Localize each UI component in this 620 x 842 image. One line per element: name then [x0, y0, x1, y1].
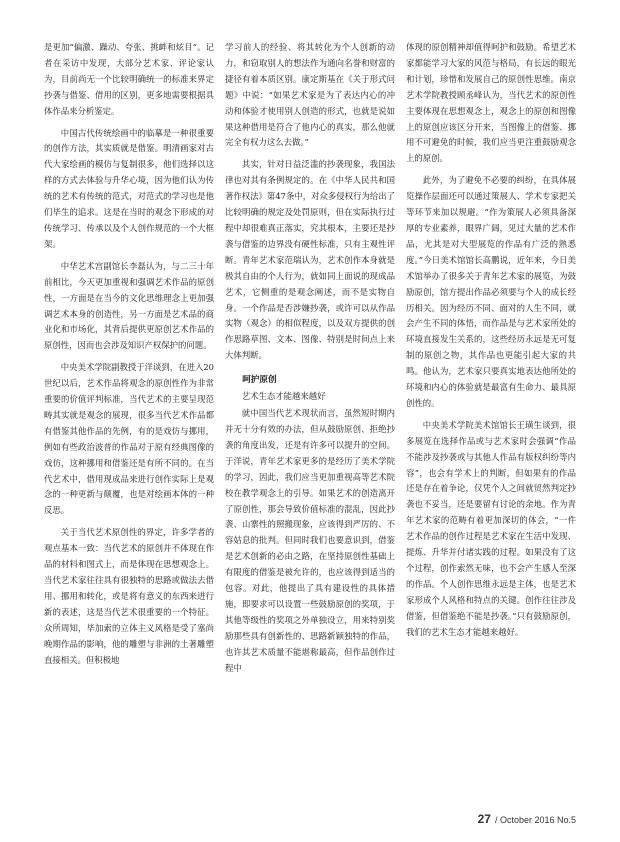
section-subheading: 艺术生态才能越来越好 [241, 391, 326, 402]
paragraph: 就中国当代艺术现状而言，虽然短时期内并无十分有效的办法，但从鼓励原创、拒绝抄袭的角度出发，还是有许多可以提升的空间。于洋说，青年艺术家更多的是经历了美术学院的学习，因此，我们应当更加重视高等艺术院校在教学观念上的引导。如果艺术的创造离开了原创性，那会导致价值标准的混乱，因此抄袭、山寨性的照搬现象，应该得到严厉的、不容姑息的批判。但同时我们也要意识到，借鉴是艺术创新的必由之路，在坚持原创性基础上有限度的借鉴是被允许的，也应该得到适当的包容。对此，他提出了具有建设性的具体措施，即要求可以设置一些鼓励原创的奖项，于其他等级性的奖项之外单独设立，用来特别奖励那些具有创新性的、思路新颖独特的作品，也许其艺术质量不能堪称最高，但作品创作过程中 [225, 408, 395, 673]
issue-label: / October 2016 No.5 [494, 815, 576, 825]
text-column-right [406, 40, 576, 641]
paragraph: 中华艺术宫副馆长李磊认为，与二三十年前相比，今天更加重视和强调艺术作品的原创性，一方面是在当今的文化思维理念上更加强调艺术本身的创造性，另一方面是艺术品的商业化和市场化，其背后提供更原创艺术作品的原创性，因而也会涉及知识产权保护的问题。 [44, 260, 214, 351]
paragraph: 关于当代艺术原创性的界定，许多学者的观点基本一致：当代艺术的原创并不体现在作品的材料和图式上，而是体现在思想观念上。当代艺术家往往具有很独特的思路或做法去借用、挪用和转化，或是将有意义的东西来进行新的表述，这是当代艺术很重要的一个特征。众所周知，毕加索的立体主义风格是受了塞尚晚期作品的影响，他的雕塑与非洲的土著雕塑直接相关。但积极地 [44, 527, 214, 665]
paragraph: 其实，针对日益泛滥的抄袭现象，我国法律也对其有条例规定的。在《中华人民共和国著作权法》第47条中，对众多侵权行为给出了比较明确的规定及处罚原则，但在实际执行过程中却很难真正落实，究其根本，主要还是抄袭与借鉴的边界没有硬性标准，只有主观性评断。青年艺术家范瑞认为，艺术创作本身就是极其自由的个人行为，就如同上面说的现成品艺术，它侧重的是观念阐述，而不是实物自身。一个作品是否涉嫌抄袭，或许可以从作品实物（观念）的相似程度，以及双方提供的创作思路草图、文本、图像、特别是时间点上来大体判断。 [225, 159, 395, 361]
paragraph: 体现的原创精神却值得呵护和鼓励。希望艺术家都能学习大家的风范与格局，有长远的眼光和计划，珍惜和发展自己的原创性思维。南京艺术学院教授顾丞峰认为，当代艺术的原创性主要体现在思想观念上，观念上的原创和图像上的原创应该区分开来，当图像上的借鉴、挪用不可避免的时候，我们应当更注重鼓励观念上的原创。 [406, 42, 576, 164]
paragraph: 学习前人的经验、将其转化为个人创新的动力，和窃取别人的想法作为通向名誉和财富的捷径有着本质区别。康定斯基在《关于形式问题》中说：“如果艺术家是为了表达内心的冲动和体验才使用别人创造的形式，也就是说如果这种借用是符合了他内心的真实，那么他就完全有权力这么去做。” [225, 42, 395, 148]
page-footer [478, 812, 576, 826]
paragraph: 中央美术学院美术馆馆长王璜生谈到，很多展览在选择作品或与艺术家时会强调“作品不能涉及抄袭或与其他人作品有版权纠纷等内容”，也会有学术上的判断，但如果有的作品还是存在着争论，仅凭个人之间就贸然判定抄袭也不妥当，还是要留有讨论的余地。作为青年艺术家的范畴有着更加深切的体会，“一件艺术作品的创作过程是艺术家在生活中发现、提炼、升华并付诸实践的过程。如果没有了这个过程，创作索然无味，也不会产生感人至深的作品。个人创作思维永远是主体，也是艺术家形成个人风格和特点的关键。创作往往涉及借鉴，但借鉴绝不能是抄袭。”只有鼓励原创，我们的艺术生态才能越来越好。 [406, 419, 576, 637]
section-heading: 呵护原创 [242, 375, 277, 386]
text-column-middle [225, 40, 395, 677]
paragraph: 此外，为了避免不必要的纠纷，在具体展览操作层面还可以通过策展人、学术专家把关等环节来加以规避。“作为策展人必须具备深厚的专业素养，眼界广阔，见过大量的艺术作品，尤其是对大型展览的作品有广泛的熟悉度。”今日美术馆馆长高鹏说，近年来，今日美术馆举办了很多关于青年艺术家的展览，为鼓励原创，馆方提出作品必须要与个人的成长经历相关。因为经历不同、面对的人生不同，就会产生不同的体悟，而作品是与艺术家所处的环境直接发生关系的，这些经历永远是无可复制的原创之物，其作品也更能引起大家的共鸣。他认为，艺术家只要真实地表达他所处的环境和内心的体验就是最富有生命力、最具原创性的。 [406, 175, 576, 408]
text-column-left [44, 40, 214, 668]
page-number: 27 [477, 812, 491, 826]
paragraph: 中国古代传统绘画中的临摹是一种很重要的创作方法，其实质就是借鉴。明清画家对古代大家绘画的模仿与复制很多，他们选择以这样的方式去体验与升华心境，因为他们认为传统的艺术有传统的范式，对范式的学习也是他们毕生的追求。这是在当时的观念下形成的对传统学习、传承以及个人创作规范的一个大框架。 [44, 127, 214, 249]
paragraph: 是更加“偏激、躁动、夸张、挑衅和炫目”。记者在采访中发现，大部分艺术家、评论家认为，目前尚无一个比较明确统一的标准来界定抄袭与借鉴、借用的区别，更多地需要根据具体作品来分析鉴定。 [44, 42, 214, 116]
paragraph: 中央美术学院副教授于洋谈到，在进入20世纪以后，艺术作品将观念的原创性作为非常重要的价值评判标准，当代艺术的主要呈现范畴其实就是观念的展现，很多当代艺术作品都有借鉴其他作品的先例，有的是戏仿与挪用，例如有些政治波普的作品对于原有经典图像的戏仿，这种挪用和借鉴还是有所不同的。在当代艺术中，借用现成品来进行创作实际上是观念的一种更新与颠覆，也是对绘画本体的一种反思。 [44, 362, 214, 516]
